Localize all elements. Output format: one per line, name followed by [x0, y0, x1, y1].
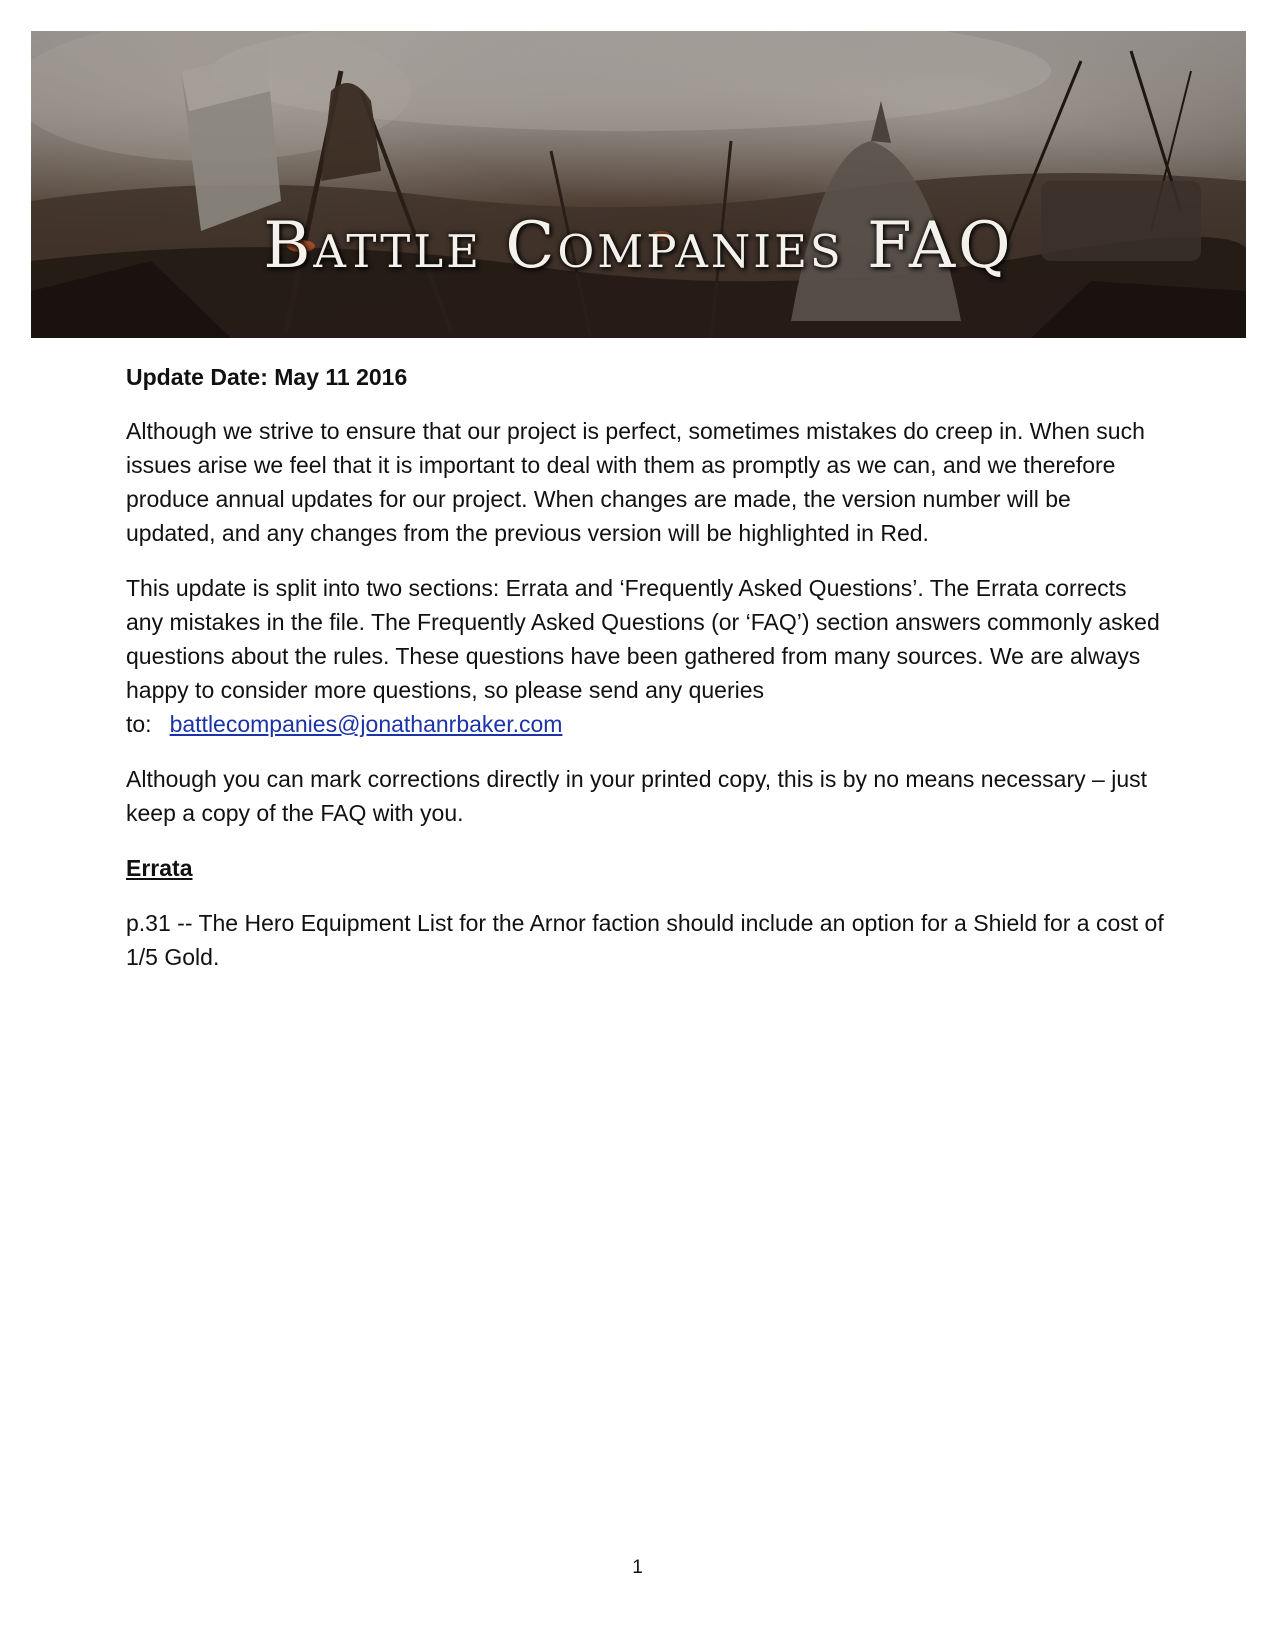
corrections-paragraph: Although you can mark corrections directly in your printed copy, this is by no means necessary – just keep a copy of the FAQ with you. — [126, 766, 1147, 826]
battlefield-illustration — [31, 31, 1246, 338]
header-banner — [31, 31, 1246, 338]
document-body — [126, 360, 1166, 995]
sections-paragraph — [126, 571, 1166, 741]
update-date: Update Date: May 11 2016 — [126, 364, 408, 390]
banner-title: Battle Companies FAQ — [263, 209, 1014, 283]
intro-paragraph: Although we strive to ensure that our project is perfect, sometimes mistakes do creep in. When such issues arise we feel that it is important to deal with them as promptly as we can, and we therefore produce annual updates for our project. When changes are made, the version number will be updated, and any changes from the previous version will be highlighted in Red. — [126, 418, 1145, 546]
sections-paragraph-text: This update is split into two sections: Errata and ‘Frequently Asked Questions’. The Errata corrects any mistakes in the file. The Frequently Asked Questions (or ‘FAQ’) section answers commonly asked questions about the rules. These questions have been gathered from many sources. We are always happy to consider more questions, so please send any queries to: — [126, 575, 1160, 737]
contact-email-link[interactable]: battlecompanies@jonathanrbaker.com — [169, 711, 563, 737]
errata-heading: Errata — [126, 855, 193, 881]
page-number: 1 — [632, 1557, 643, 1578]
errata-item: p.31 -- The Hero Equipment List for the Arnor faction should include an option for a Shield for a cost of 1/5 Gold. — [126, 910, 1164, 970]
